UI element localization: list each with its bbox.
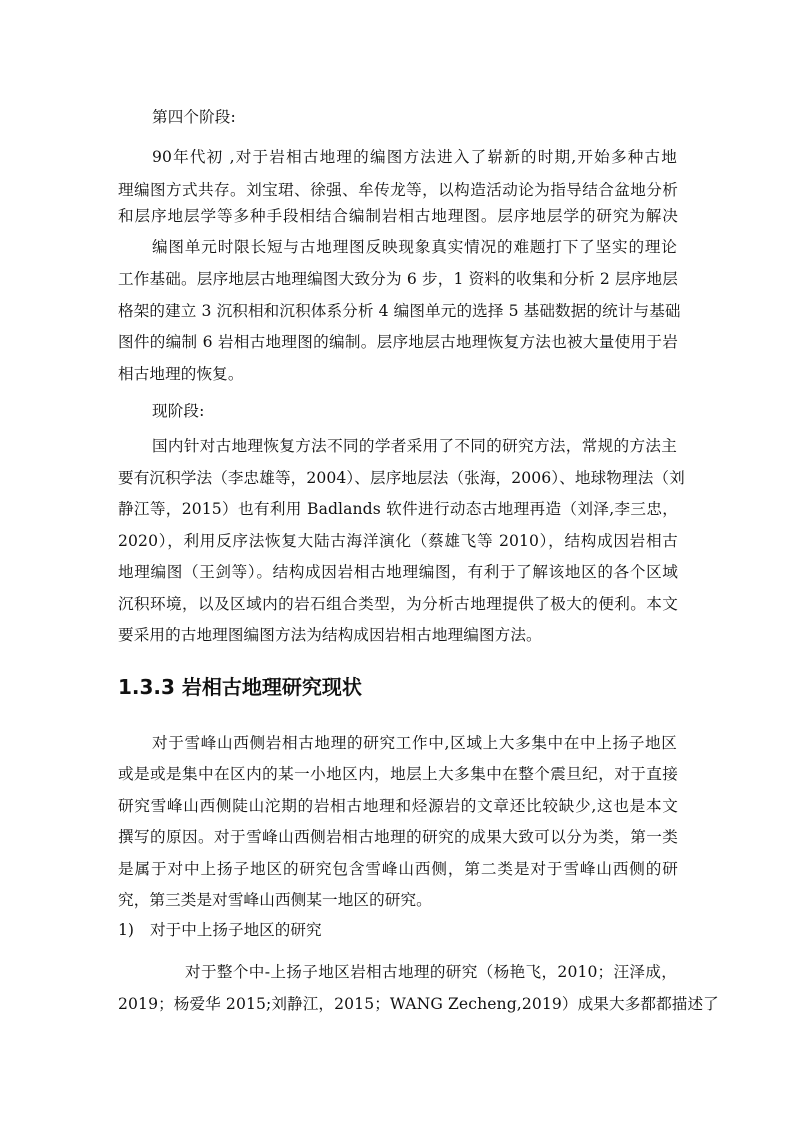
section-line-3: 研究雪峰山西侧陡山沱期的岩相古地理和烃源岩的文章还比较缺少,这也是本文 [118, 797, 678, 815]
current-line-7: 要采用的古地理图编图方法为结构成因岩相古地理编图方法。 [118, 626, 542, 644]
section-line-6: 究，第三类是对雪峰山西侧某一地区的研究。 [118, 891, 432, 909]
stage4-line-7: 图件的编制 6 岩相古地理图的编制。层序地层古地理恢复方法也被大量使用于岩 [118, 333, 678, 351]
list-item-title: 对于中上扬子地区的研究 [150, 921, 322, 939]
current-line-3: 静江等，2015）也有利用 Badlands 软件进行动态古地理再造（刘泽,李三忠， [118, 500, 678, 518]
stage4-label: 第四个阶段: [152, 108, 236, 126]
section-line-2: 或是或是集中在区内的某一小地区内，地层上大多集中在整个震旦纪，对于直接 [118, 765, 678, 783]
stage4-line-8: 相古地理的恢复。 [118, 365, 244, 383]
item1-line-1: 对于整个中-上扬子地区岩相古地理的研究（杨艳飞，2010；汪泽成， [185, 963, 677, 981]
section-line-1: 对于雪峰山西侧岩相古地理的研究工作中,区域上大多集中在中上扬子地区 [152, 734, 677, 752]
section-line-5: 是属于对中上扬子地区的研究包含雪峰山西侧，第二类是对于雪峰山西侧的研 [118, 860, 678, 878]
stage4-line-1: 90年代初 ,对于岩相古地理的编图方法进入了崭新的时期,开始多种古地 [152, 148, 677, 166]
stage4-line-2: 理编图方式共存。刘宝珺、徐强、牟传龙等，以构造活动论为指导结合盆地分析 [118, 181, 678, 199]
current-line-4: 2020），利用反序法恢复大陆古海洋演化（蔡雄飞等 2010），结构成因岩相古 [118, 532, 678, 550]
current-label: 现阶段: [152, 402, 205, 420]
section-heading: 1.3.3 岩相古地理研究现状 [118, 675, 362, 699]
stage4-line-5: 工作基础。层序地层古地理编图大致分为 6 步，1 资料的收集和分析 2 层序地层 [118, 270, 678, 288]
current-line-6: 沉积环境，以及区域内的岩石组合类型，为分析古地理提供了极大的便利。本文 [118, 595, 678, 613]
item1-line-2: 2019；杨爱华 2015;刘静江，2015；WANG Zecheng,2019）成果大多都都描述了 [118, 995, 719, 1013]
stage4-line-3: 和层序地层学等多种手段相结合编制岩相古地理图。层序地层学的研究为解决 [118, 207, 678, 225]
current-line-2: 要有沉积学法（李忠雄等，2004）、层序地层法（张海，2006）、地球物理法（刘 [118, 469, 685, 487]
stage4-line-4: 编图单元时限长短与古地理图反映现象真实情况的难题打下了坚实的理论 [152, 238, 677, 256]
current-line-5: 地理编图（王剑等）。结构成因岩相古地理编图，有利于了解该地区的各个区域 [118, 563, 678, 581]
current-line-1: 国内针对古地理恢复方法不同的学者采用了不同的研究方法，常规的方法主 [152, 437, 677, 455]
list-item-number: 1) [118, 921, 135, 939]
section-line-4: 撰写的原因。对于雪峰山西侧岩相古地理的研究的成果大致可以分为类，第一类 [118, 828, 678, 846]
list-item-1-heading [118, 920, 322, 940]
stage4-line-6: 格架的建立 3 沉积相和沉积体系分析 4 编图单元的选择 5 基础数据的统计与基础 [118, 302, 681, 320]
